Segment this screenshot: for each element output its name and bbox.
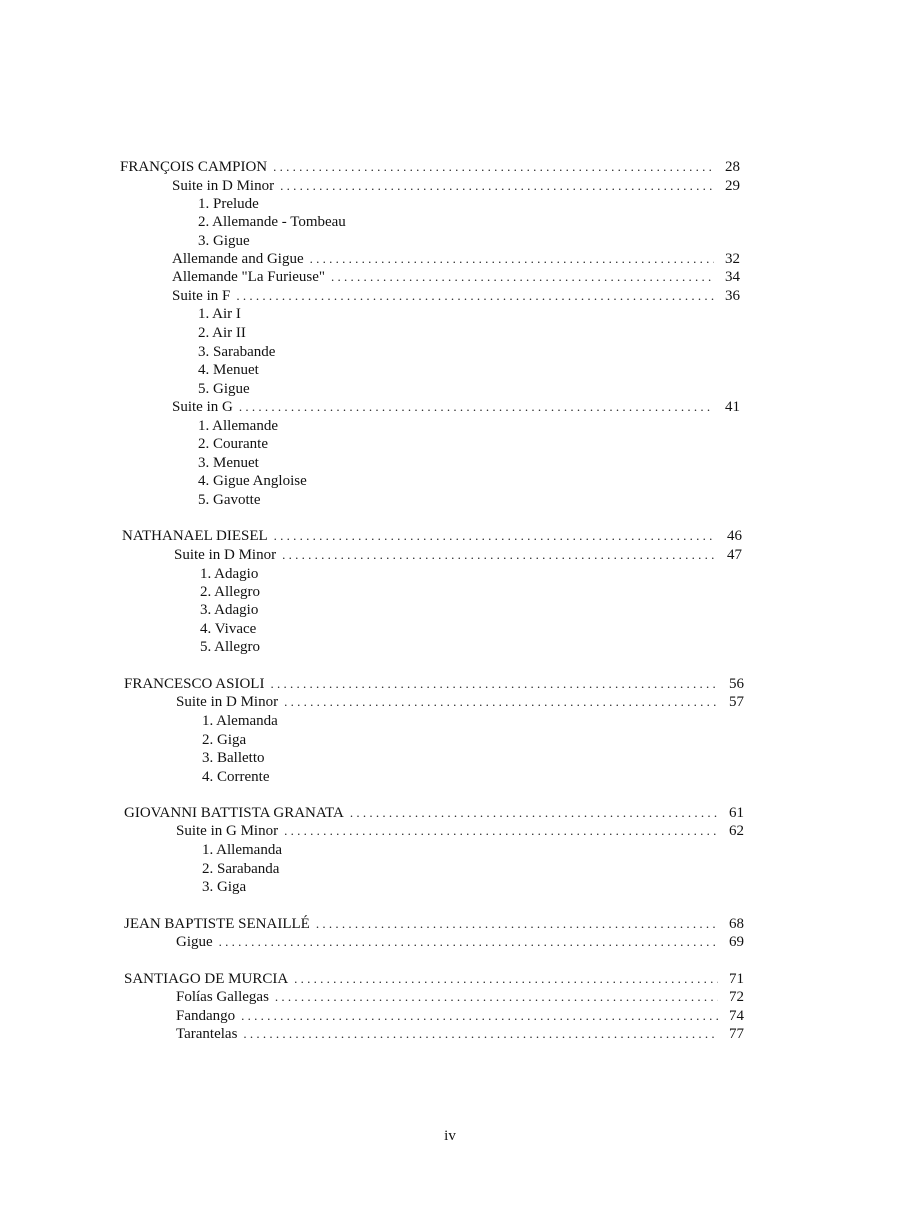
movement-item: 4. Vivace — [200, 621, 257, 637]
movement-item: 4. Menuet — [198, 362, 259, 378]
work-entry — [176, 693, 744, 711]
composer-entry — [120, 158, 740, 176]
movement-item: 1. Alemanda — [202, 713, 278, 729]
leader-dots — [316, 915, 718, 933]
work-entry — [176, 933, 744, 951]
leader-dots — [280, 177, 714, 195]
work-entry — [176, 1007, 744, 1025]
movement-item: 3. Sarabande — [198, 344, 276, 360]
composer-name: GIOVANNI BATTISTA GRANATA — [124, 805, 344, 821]
movement-item: 1. Allemanda — [202, 842, 282, 858]
movement-item: 1. Adagio — [200, 566, 259, 582]
leader-dots — [236, 287, 714, 305]
work-entry — [172, 177, 740, 195]
leader-dots — [274, 527, 716, 545]
work-entry — [176, 988, 744, 1006]
leader-dots — [331, 268, 714, 286]
movement-item: 2. Allegro — [200, 584, 260, 600]
composer-entry — [124, 970, 744, 988]
leader-dots — [270, 675, 718, 693]
leader-dots — [275, 988, 718, 1006]
work-title: Allemande "La Furieuse" — [172, 269, 326, 285]
work-title: Suite in F — [172, 288, 231, 304]
leader-dots — [310, 250, 714, 268]
leader-dots — [284, 822, 718, 840]
work-title: Folías Gallegas — [176, 989, 269, 1005]
movement-item: 2. Courante — [198, 436, 268, 452]
movement-item: 5. Allegro — [200, 639, 260, 655]
page-number: 28 — [725, 159, 740, 175]
leader-dots — [239, 398, 714, 416]
page-number: 47 — [727, 547, 742, 563]
page-number: 29 — [725, 178, 740, 194]
work-title: Allemande and Gigue — [172, 251, 304, 267]
composer-entry — [122, 527, 742, 545]
page-number: 77 — [729, 1026, 744, 1042]
page-number: 61 — [729, 805, 744, 821]
page-number: 46 — [727, 528, 742, 544]
page-number: 34 — [725, 269, 740, 285]
page-folio: iv — [444, 1128, 456, 1144]
work-entry — [174, 546, 742, 564]
movement-item: 3. Menuet — [198, 455, 259, 471]
movement-item: 5. Gigue — [198, 381, 250, 397]
page-number: 62 — [729, 823, 744, 839]
movement-item: 4. Gigue Angloise — [198, 473, 307, 489]
page-number: 56 — [729, 676, 744, 692]
work-title: Gigue — [176, 934, 213, 950]
work-title: Suite in G — [172, 399, 233, 415]
composer-entry — [124, 804, 744, 822]
page-number: 57 — [729, 694, 744, 710]
movement-item: 2. Sarabanda — [202, 861, 280, 877]
movement-item: 1. Air I — [198, 306, 241, 322]
work-entry — [172, 268, 740, 286]
movement-item: 1. Allemande — [198, 418, 278, 434]
composer-name: SANTIAGO DE MURCIA — [124, 971, 289, 987]
composer-entry — [124, 915, 744, 933]
work-entry — [176, 1025, 744, 1043]
work-entry — [176, 822, 744, 840]
movement-item: 1. Prelude — [198, 196, 259, 212]
movement-item: 3. Balletto — [202, 750, 265, 766]
work-entry — [172, 250, 740, 268]
page-number: 41 — [725, 399, 740, 415]
composer-name: NATHANAEL DIESEL — [122, 528, 268, 544]
leader-dots — [219, 933, 718, 951]
movement-item: 2. Giga — [202, 732, 247, 748]
work-title: Suite in D Minor — [172, 178, 275, 194]
movement-item: 3. Giga — [202, 879, 247, 895]
page-number: 69 — [729, 934, 744, 950]
composer-entry — [124, 675, 744, 693]
leader-dots — [241, 1007, 718, 1025]
movement-item: 3. Adagio — [200, 602, 259, 618]
composer-name: FRANÇOIS CAMPION — [120, 159, 268, 175]
page-number: 36 — [725, 288, 740, 304]
leader-dots — [282, 546, 716, 564]
leader-dots — [284, 693, 718, 711]
page-number: 68 — [729, 916, 744, 932]
work-title: Suite in G Minor — [176, 823, 279, 839]
page-number: 74 — [729, 1008, 744, 1024]
movement-item: 3. Gigue — [198, 233, 250, 249]
composer-name: JEAN BAPTISTE SENAILLÉ — [124, 916, 310, 932]
leader-dots — [243, 1025, 718, 1043]
leader-dots — [350, 804, 718, 822]
work-title: Suite in D Minor — [174, 547, 277, 563]
leader-dots — [294, 970, 718, 988]
movement-item: 5. Gavotte — [198, 492, 261, 508]
work-entry — [172, 287, 740, 305]
movement-item: 2. Allemande - Tombeau — [198, 214, 346, 230]
movement-item: 4. Corrente — [202, 769, 270, 785]
work-title: Tarantelas — [176, 1026, 238, 1042]
page-number: 32 — [725, 251, 740, 267]
work-title: Suite in D Minor — [176, 694, 279, 710]
page-number: 71 — [729, 971, 744, 987]
composer-name: FRANCESCO ASIOLI — [124, 676, 265, 692]
page-number: 72 — [729, 989, 744, 1005]
movement-item: 2. Air II — [198, 325, 246, 341]
work-entry — [172, 398, 740, 416]
work-title: Fandango — [176, 1008, 236, 1024]
leader-dots — [273, 158, 714, 176]
